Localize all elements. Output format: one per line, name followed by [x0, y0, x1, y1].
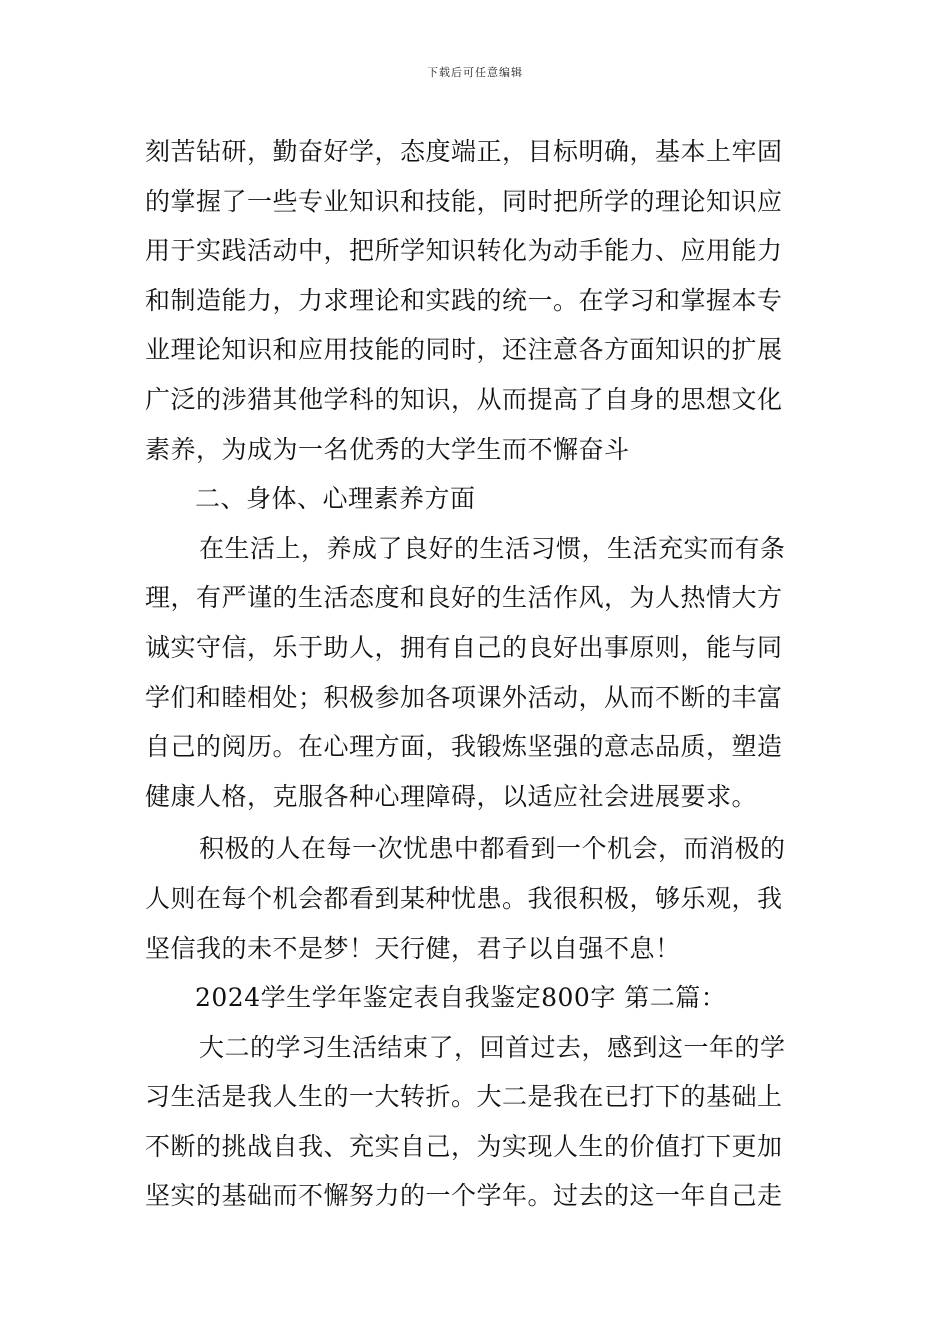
body-line: 学们和睦相处；积极参加各项课外活动，从而不断的丰富 — [145, 682, 783, 712]
body-line: 习生活是我人生的一大转折。大二是我在已打下的基础上 — [145, 1082, 783, 1112]
body-line: 不断的挑战自我、充实自己，为实现人生的价值打下更加 — [145, 1131, 783, 1161]
body-line: 自己的阅历。在心理方面，我锻炼坚强的意志品质，塑造 — [145, 732, 783, 762]
body-line: 坚实的基础而不懈努力的一个学年。过去的这一年自己走 — [145, 1181, 783, 1211]
body-line: 积极的人在每一次忧患中都看到一个机会，而消极的 — [199, 834, 786, 864]
body-line: 素养，为成为一名优秀的大学生而不懈奋斗 — [145, 434, 630, 464]
body-line: 用于实践活动中，把所学知识转化为动手能力、应用能力 — [145, 236, 783, 266]
body-line: 在生活上，养成了良好的生活习惯，生活充实而有条 — [199, 533, 786, 563]
body-line: 诚实守信，乐于助人，拥有自己的良好出事原则，能与同 — [145, 632, 783, 662]
body-line: 大二的学习生活结束了，回首过去，感到这一年的学 — [199, 1032, 786, 1062]
body-line: 的掌握了一些专业知识和技能，同时把所学的理论知识应 — [145, 186, 783, 216]
body-line: 业理论知识和应用技能的同时，还注意各方面知识的扩展 — [145, 335, 783, 365]
body-line: 健康人格，克服各种心理障碍，以适应社会进展要求。 — [145, 781, 758, 811]
body-line: 人则在每个机会都看到某种忧患。我很积极，够乐观，我 — [145, 883, 783, 913]
body-line: 坚信我的未不是梦！天行健，君子以自强不息！ — [145, 933, 681, 963]
body-line: 和制造能力，力求理论和实践的统一。在学习和掌握本专 — [145, 285, 783, 315]
body-line: 广泛的涉猎其他学科的知识，从而提高了自身的思想文化 — [145, 384, 783, 414]
section-heading: 2024学生学年鉴定表自我鉴定800字 第二篇： — [195, 983, 727, 1013]
page-header: 下载后可任意编辑 — [427, 66, 523, 79]
body-line: 刻苦钻研，勤奋好学，态度端正，目标明确，基本上牢固 — [145, 137, 783, 166]
section-heading: 二、身体、心理素养方面 — [195, 484, 476, 514]
body-line: 理，有严谨的生活态度和良好的生活作风，为人热情大方 — [145, 583, 783, 613]
document-body — [145, 127, 807, 1221]
